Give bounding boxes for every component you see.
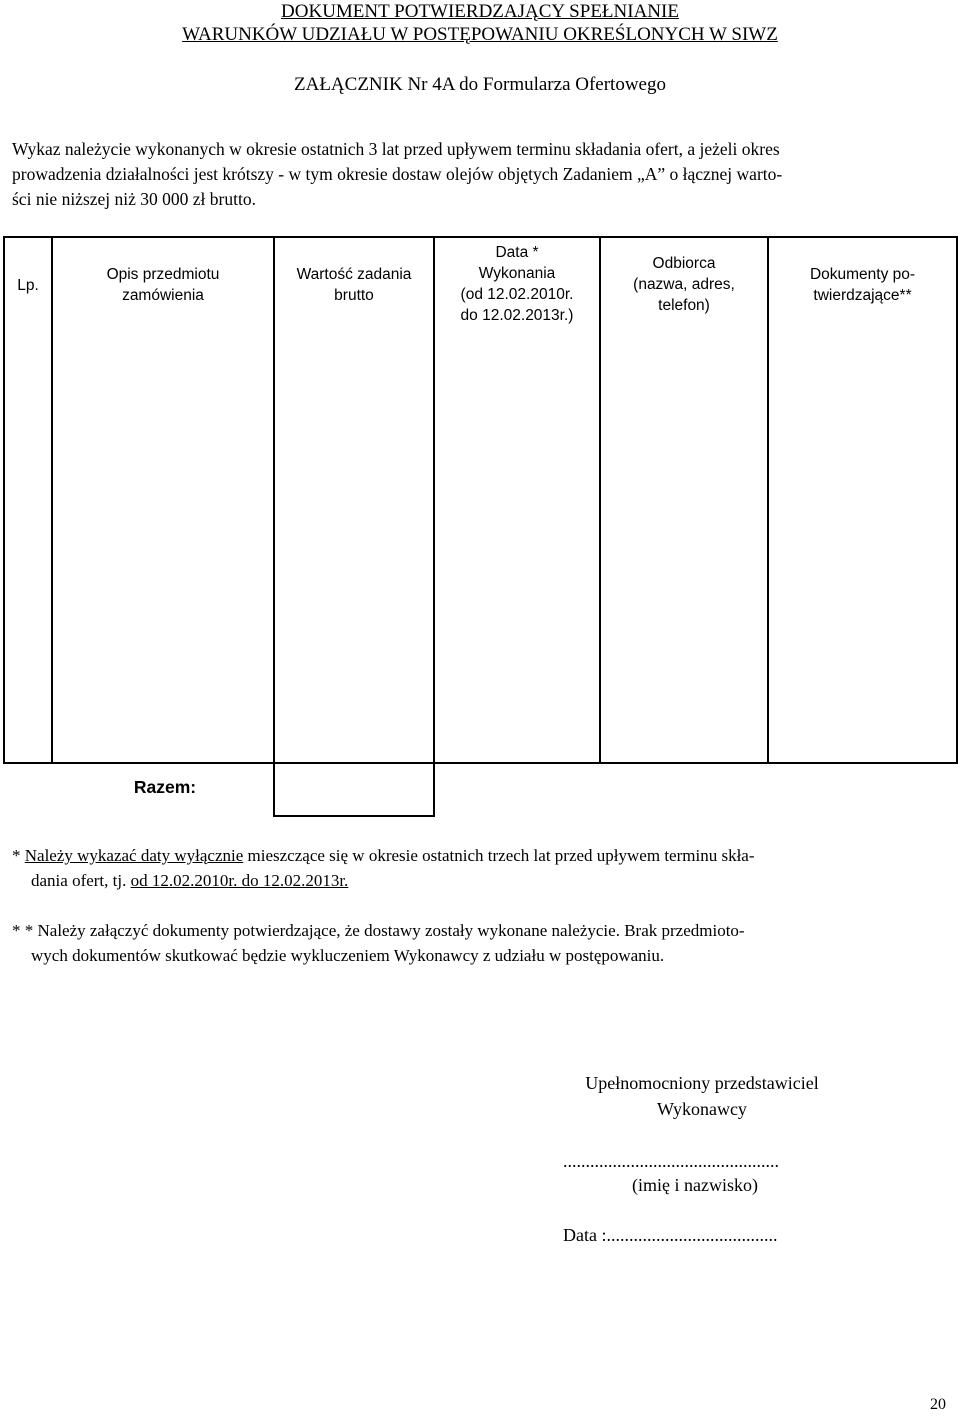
header-recipient: Odbiorca (nazwa, adres, telefon) (633, 255, 735, 314)
note-documents-line2: wych dokumentów skutkować będzie wykluczeniem Wykonawcy z udziału w postępowaniu. (31, 946, 665, 965)
note-dates: * Należy wykazać daty wyłącznie mieszczące się w okresie ostatnich trzech lat przed upływem terminu skła- (12, 846, 755, 865)
signature-role-line2: Wykonawcy (657, 1099, 747, 1119)
intro-line-2: prowadzenia działalności jest krótszy - w tym okresie dostaw olejów objętych Zadaniem „A” o łącznej warto- (12, 164, 783, 184)
total-label: Razem: (133, 777, 197, 797)
signature-line: ................................................ (563, 1151, 779, 1171)
intro-line-3: ści nie niższej niż 30 000 zł brutto. (12, 189, 256, 209)
table-top-border (3, 236, 958, 238)
column-divider-2 (273, 236, 275, 817)
signature-name-hint: (imię i nazwisko) (632, 1175, 758, 1195)
document-title-line1: DOKUMENT POTWIERDZAJĄCY SPEŁNIANIE (281, 1, 679, 22)
header-documents: Dokumenty po- twierdzające** (809, 266, 916, 304)
header-description: Opis przedmiotu zamówienia (106, 266, 220, 304)
total-value-field[interactable] (275, 764, 433, 815)
header-lp: Lp. (17, 277, 39, 294)
intro-line-1: Wykaz należycie wykonanych w okresie ostatnich 3 lat przed upływem terminu składania ofert, a jeżeli okres (12, 139, 780, 159)
note-dates-line2: dania ofert, tj. od 12.02.2010r. do 12.02.2013r. (31, 871, 349, 890)
note-documents-line1: * * Należy załączyć dokumenty potwierdzające, że dostawy zostały wykonane należycie. Brak przedmioto- (12, 921, 745, 940)
signature-date: Data :...................................... (563, 1225, 778, 1245)
column-divider-5 (767, 236, 769, 764)
table-left-border (3, 236, 5, 764)
total-cell-bottom-border (273, 815, 434, 817)
signature-role-line1: Upełnomocniony przedstawiciel (585, 1073, 819, 1093)
attachment-label: ZAŁĄCZNIK Nr 4A do Formularza Ofertowego (294, 74, 666, 95)
header-value: Wartość zadania brutto (296, 266, 412, 304)
document-title-line2: WARUNKÓW UDZIAŁU W POSTĘPOWANIU OKREŚLONYCH W SIWZ (182, 24, 778, 45)
page-number: 20 (930, 1396, 946, 1413)
table-bottom-border (3, 762, 958, 764)
column-divider-1 (51, 236, 53, 764)
header-date: Data * Wykonania (od 12.02.2010r. do 12.02.2013r.) (460, 244, 574, 324)
table-right-border (956, 236, 958, 764)
